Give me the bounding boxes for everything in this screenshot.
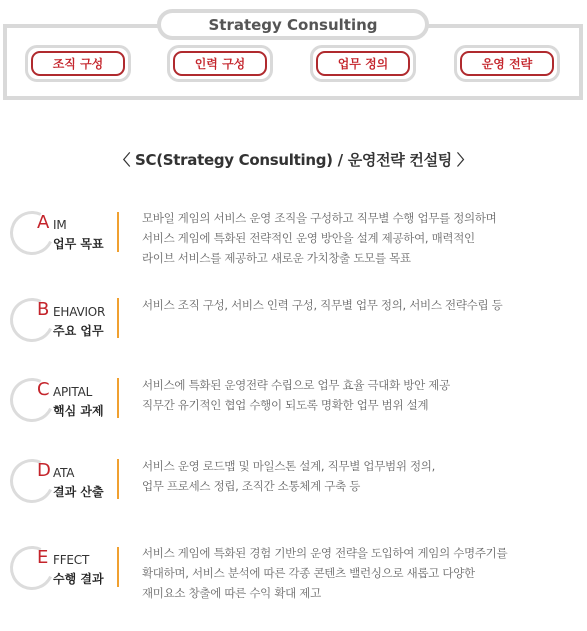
pill-staff-label: 인력 구성 [194, 57, 246, 71]
row-keyword: APITAL [53, 385, 93, 399]
desc-line: 서비스 게임에 특화된 전략적인 운영 방안을 설계 제공하여, 매력적인 [142, 231, 475, 245]
row-korean-label: 결과 산출 [53, 485, 104, 499]
row-korean-label: 업무 목표 [53, 237, 104, 251]
desc-line: 서비스 게임에 특화된 경험 기반의 운영 전략을 도입하여 게임의 수명주기를 [142, 546, 508, 560]
frame-title [157, 9, 429, 40]
row-description [142, 295, 572, 315]
pill-duty-label: 업무 정의 [337, 57, 389, 71]
desc-line: 재미요소 창출에 따른 수익 확대 제고 [142, 586, 321, 600]
row-letter: A [37, 212, 50, 233]
desc-line: 직무간 유기적인 협업 수행이 되도록 명확한 업무 범위 설계 [142, 398, 429, 412]
row-korean-label: 수행 결과 [53, 572, 104, 586]
row-description [142, 208, 572, 268]
pill-org-label: 조직 구성 [52, 57, 104, 71]
desc-line: 라이브 서비스를 제공하고 새로운 가치창출 도모를 목표 [142, 251, 411, 265]
desc-line: 모바일 게임의 서비스 운영 조직을 구성하고 직무별 수행 업무를 정의하며 [142, 211, 497, 225]
row-divider [117, 459, 119, 499]
row-letter: E [37, 547, 49, 568]
pill-strategy[interactable] [454, 45, 560, 82]
frame-title-text: Strategy Consulting [208, 15, 378, 34]
row-description [142, 456, 572, 496]
pill-staff[interactable] [167, 45, 273, 82]
section-title: 〈 SC(Strategy Consulting) / 운영전략 컨설팅 〉 [115, 151, 472, 169]
row-korean-label: 핵심 과제 [53, 404, 104, 418]
row-keyword: EHAVIOR [53, 305, 106, 319]
arc-decoration [4, 205, 60, 261]
row-divider [117, 298, 119, 338]
row-letter: D [37, 460, 51, 481]
arc-decoration [4, 292, 60, 348]
desc-line: 서비스 운영 로드맵 및 마일스톤 설계, 직무별 업무범위 정의, [142, 459, 435, 473]
desc-line: 서비스에 특화된 운영전략 수립으로 업무 효율 극대화 방안 제공 [142, 378, 450, 392]
row-keyword: ATA [53, 466, 75, 480]
arc-decoration [4, 453, 60, 509]
row-divider [117, 212, 119, 252]
arc-decoration [4, 372, 60, 428]
row-description [142, 543, 572, 603]
pill-duty[interactable] [310, 45, 416, 82]
row-letter: C [37, 379, 50, 400]
row-divider [117, 547, 119, 587]
desc-line: 업무 프로세스 정립, 조직간 소통체계 구축 등 [142, 479, 361, 493]
row-description [142, 375, 572, 415]
row-divider [117, 378, 119, 418]
arc-decoration [4, 540, 60, 596]
pill-strategy-label: 운영 전략 [481, 57, 533, 71]
desc-line: 확대하며, 서비스 분석에 따른 각종 콘텐츠 밸런싱으로 새롭고 다양한 [142, 566, 475, 580]
row-korean-label: 주요 업무 [53, 324, 104, 338]
row-keyword: FFECT [53, 553, 90, 567]
row-letter: B [37, 299, 50, 320]
row-keyword: IM [53, 218, 67, 232]
desc-line: 서비스 조직 구성, 서비스 인력 구성, 직무별 업무 정의, 서비스 전략수립 등 [142, 298, 503, 312]
pill-org[interactable] [25, 45, 131, 82]
